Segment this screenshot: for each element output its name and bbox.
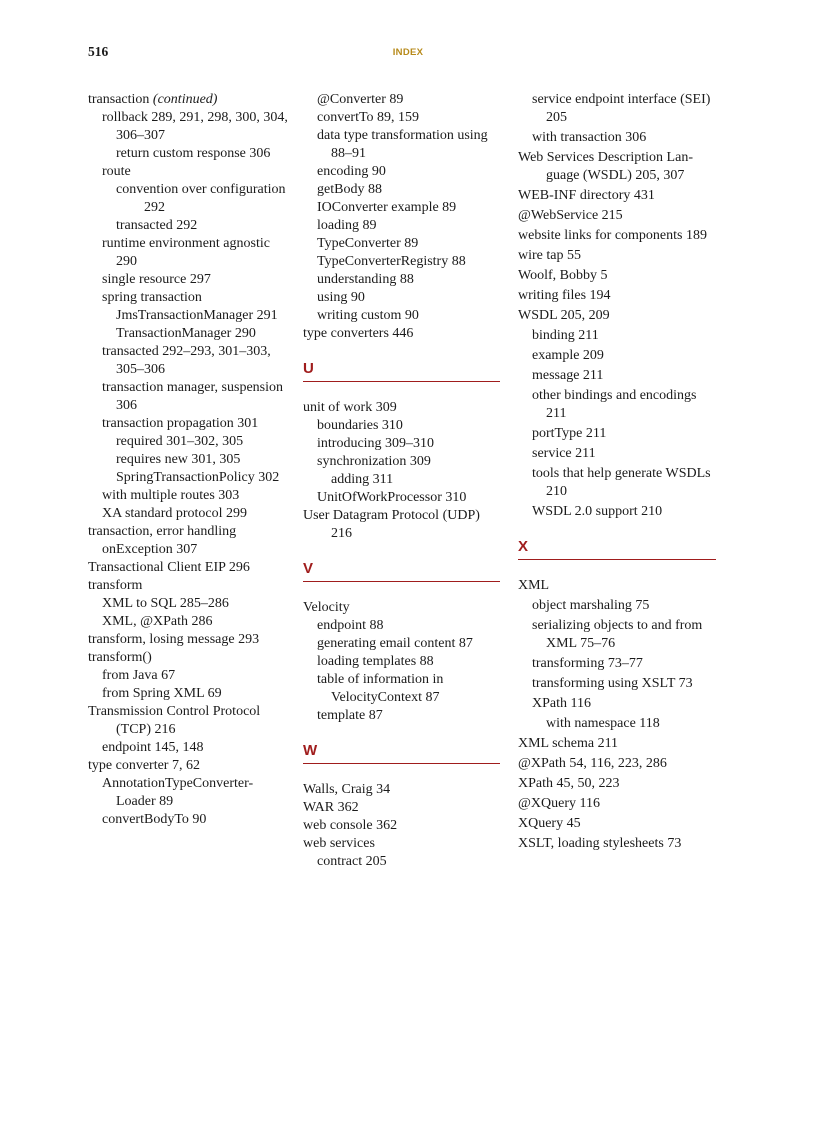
index-entry: required 301–302, 305 <box>116 434 244 449</box>
index-entry: WAR 362 <box>303 800 359 815</box>
index-entry: type converters 446 <box>303 326 414 341</box>
index-entry: XML schema 211 <box>518 736 619 751</box>
index-entry: @WebService 215 <box>518 208 623 223</box>
index-entry: Woolf, Bobby 5 <box>518 268 608 283</box>
index-entry: with namespace 118 <box>546 716 660 731</box>
index-entry: onException 307 <box>102 542 198 557</box>
index-entry: message 211 <box>532 368 604 383</box>
index-entry: transaction, error handling <box>88 524 237 539</box>
index-entry: convertBodyTo 90 <box>102 812 207 827</box>
index-entry: binding 211 <box>532 328 599 343</box>
index-entry: transacted 292 <box>116 218 198 233</box>
index-entry: TransactionManager 290 <box>116 326 256 341</box>
index-entry: loading templates 88 <box>317 654 434 669</box>
index-entry: transaction manager, suspension 306 <box>102 380 284 413</box>
section-letter-x: X <box>518 538 716 560</box>
index-column-3 <box>518 91 716 853</box>
index-entry: XML to SQL 285–286 <box>102 596 229 611</box>
index-entry: @Converter 89 <box>317 92 404 107</box>
index-entry: writing files 194 <box>518 288 611 303</box>
index-entry: serializing objects to and from XML 75–76 <box>532 618 703 651</box>
index-entry: JmsTransactionManager 291 <box>116 308 278 323</box>
index-entry: contract 205 <box>317 854 387 869</box>
index-entry: XA standard protocol 299 <box>102 506 248 521</box>
index-entry: boundaries 310 <box>317 418 403 433</box>
index-entry: XPath 45, 50, 223 <box>518 776 620 791</box>
index-entry: runtime environment agnostic 290 <box>102 236 270 269</box>
index-entry: convention over configuration 292 <box>116 182 286 215</box>
index-entry: IOConverter example 89 <box>317 200 457 215</box>
index-entry: transaction propagation 301 <box>102 416 259 431</box>
index-entry: table of information in VelocityContext 87 <box>317 672 444 705</box>
index-entry: spring transaction <box>102 290 202 305</box>
index-entry: endpoint 145, 148 <box>102 740 204 755</box>
section-letter-v: V <box>303 560 500 582</box>
index-entry: unit of work 309 <box>303 400 397 415</box>
index-entry: XPath 116 <box>532 696 591 711</box>
section-letter-u: U <box>303 360 500 382</box>
index-entry: adding 311 <box>331 472 394 487</box>
index-column-1 <box>88 91 288 829</box>
index-entry: tools that help generate WSDLs 210 <box>532 466 711 499</box>
index-entry: single resource 297 <box>102 272 211 287</box>
index-entry: WSDL 205, 209 <box>518 308 610 323</box>
index-entry: synchronization 309 <box>317 454 431 469</box>
index-entry: encoding 90 <box>317 164 386 179</box>
index-entry: transforming using XSLT 73 <box>532 676 693 691</box>
index-entry: rollback 289, 291, 298, 300, 304, 306–307 <box>102 110 288 143</box>
index-entry: Transmission Control Protocol (TCP) 216 <box>88 704 261 737</box>
index-entry: web services <box>303 836 375 851</box>
index-entry: using 90 <box>317 290 365 305</box>
index-entry: with transaction 306 <box>532 130 647 145</box>
index-entry: from Java 67 <box>102 668 176 683</box>
index-entry: other bindings and encodings 211 <box>532 388 697 421</box>
index-entry: XML <box>518 578 550 593</box>
index-entry: service 211 <box>532 446 596 461</box>
index-entry: Velocity <box>303 600 350 615</box>
running-head: INDEX <box>392 47 424 58</box>
index-entry: understanding 88 <box>317 272 414 287</box>
index-entry: transform() <box>88 650 152 665</box>
index-entry: writing custom 90 <box>317 308 419 323</box>
index-entry: wire tap 55 <box>518 248 581 263</box>
index-entry: XML, @XPath 286 <box>102 614 213 629</box>
index-entry: return custom response 306 <box>116 146 271 161</box>
index-entry: loading 89 <box>317 218 377 233</box>
index-entry: data type transformation using 88–91 <box>317 128 488 161</box>
index-entry: transform <box>88 578 143 593</box>
section-letter-w: W <box>303 742 500 764</box>
index-entry: requires new 301, 305 <box>116 452 241 467</box>
index-column-2 <box>303 91 500 871</box>
index-entry: web console 362 <box>303 818 398 833</box>
index-entry: TypeConverter 89 <box>317 236 419 251</box>
index-entry: transforming 73–77 <box>532 656 643 671</box>
index-entry: SpringTransactionPolicy 302 <box>116 470 280 485</box>
index-entry: transform, losing message 293 <box>88 632 260 647</box>
index-entry: XQuery 45 <box>518 816 581 831</box>
index-entry: convertTo 89, 159 <box>317 110 420 125</box>
index-entry: AnnotationTypeConverter-Loader 89 <box>102 776 254 809</box>
index-entry: type converter 7, 62 <box>88 758 200 773</box>
index-entry: @XQuery 116 <box>518 796 600 811</box>
index-entry: UnitOfWorkProcessor 310 <box>317 490 467 505</box>
index-entry: Walls, Craig 34 <box>303 782 391 797</box>
index-entry: WSDL 2.0 support 210 <box>532 504 663 519</box>
index-entry: Transactional Client EIP 296 <box>88 560 250 575</box>
index-entry: with multiple routes 303 <box>102 488 240 503</box>
index-entry: transacted 292–293, 301–303, 305–306 <box>102 344 271 377</box>
index-entry: WEB-INF directory 431 <box>518 188 655 203</box>
index-entry: generating email content 87 <box>317 636 473 651</box>
index-entry: Web Services Description Lan-guage (WSDL) 205, 307 <box>518 150 693 183</box>
index-entry: service endpoint interface (SEI) 205 <box>532 92 711 125</box>
index-entry: getBody 88 <box>317 182 382 197</box>
index-entry: website links for components 189 <box>518 228 707 243</box>
index-entry: object marshaling 75 <box>532 598 650 613</box>
index-entry: template 87 <box>317 708 383 723</box>
index-entry: route <box>102 164 131 179</box>
page-number: 516 <box>88 44 109 59</box>
index-entry: TypeConverterRegistry 88 <box>317 254 466 269</box>
index-entry: @XPath 54, 116, 223, 286 <box>518 756 667 771</box>
index-entry: transaction (continued) <box>88 92 218 107</box>
index-entry: example 209 <box>532 348 604 363</box>
index-entry: XSLT, loading stylesheets 73 <box>518 836 682 851</box>
index-entry: User Datagram Protocol (UDP) 216 <box>303 508 480 541</box>
index-entry: portType 211 <box>532 426 607 441</box>
index-entry: from Spring XML 69 <box>102 686 222 701</box>
index-entry: endpoint 88 <box>317 618 384 633</box>
index-entry: introducing 309–310 <box>317 436 435 451</box>
